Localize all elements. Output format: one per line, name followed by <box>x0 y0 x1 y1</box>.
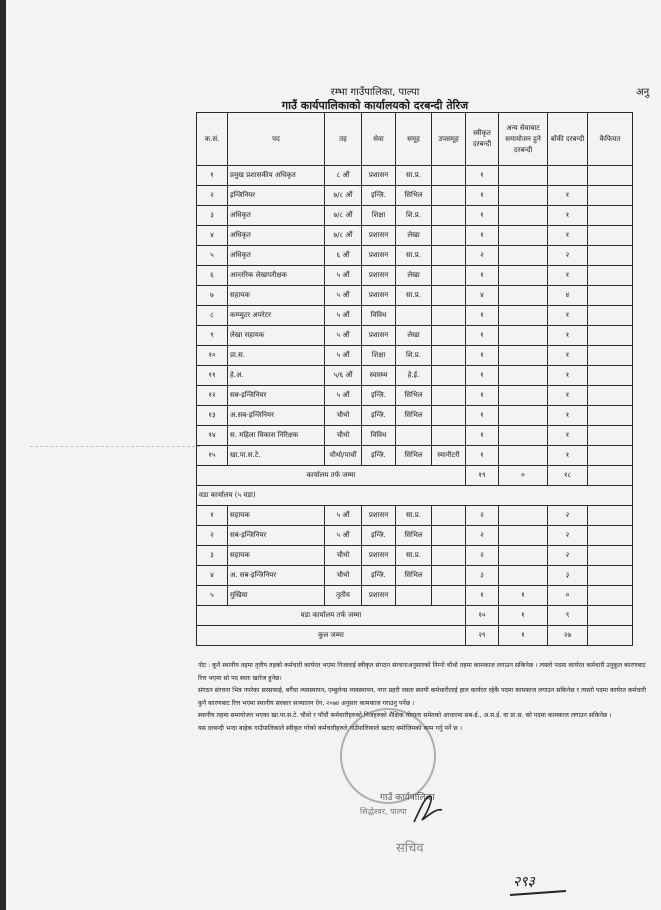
table-cell: १२ <box>197 386 228 406</box>
table-cell <box>499 346 548 366</box>
annex-label: अनु <box>636 87 650 98</box>
table-cell <box>588 406 633 426</box>
table-cell: हे.अ. <box>228 366 325 386</box>
table-cell: ७ <box>197 286 228 306</box>
table-cell: ५ <box>197 246 228 266</box>
table-cell: चौथो <box>325 566 362 586</box>
table-cell: शिक्षा <box>362 346 396 366</box>
table-cell <box>396 306 432 326</box>
table-cell <box>588 186 633 206</box>
table-cell: १ <box>548 226 588 246</box>
table-cell: १ <box>466 226 499 246</box>
table-cell <box>432 186 466 206</box>
table-cell <box>588 246 633 266</box>
table-cell <box>588 346 633 366</box>
table-cell: ७/८ औं <box>325 186 362 206</box>
staff-position-table <box>196 112 633 646</box>
table-cell: प्रशासन <box>362 326 396 346</box>
total-empty <box>588 626 633 646</box>
table-cell: २ <box>548 526 588 546</box>
table-cell <box>588 586 633 606</box>
table-row <box>197 526 633 546</box>
table-cell <box>588 426 633 446</box>
table-cell: प्रशासन <box>362 266 396 286</box>
table-cell: १ <box>548 306 588 326</box>
table-cell: ३ <box>197 206 228 226</box>
table-row <box>197 166 633 186</box>
table-cell <box>499 526 548 546</box>
table-cell <box>499 326 548 346</box>
table-row <box>197 426 633 446</box>
table-cell: प्रशासन <box>362 286 396 306</box>
scan-artifact-line <box>30 446 200 447</box>
column-header: पद <box>228 113 325 166</box>
table-cell <box>432 166 466 186</box>
table-cell: ० <box>548 586 588 606</box>
table-cell: सा.प्र. <box>396 286 432 306</box>
table-cell: १ <box>466 306 499 326</box>
table-cell: १ <box>466 266 499 286</box>
table-cell: सिभिल <box>396 186 432 206</box>
table-cell: सा.प्र. <box>396 546 432 566</box>
table-cell: लेखा <box>396 326 432 346</box>
table-cell: २ <box>466 506 499 526</box>
table-cell: २ <box>548 246 588 266</box>
table-cell <box>432 506 466 526</box>
table-cell: सिभिल <box>396 446 432 466</box>
table-cell: इन्जि. <box>362 566 396 586</box>
column-header: समूह <box>396 113 432 166</box>
table-cell <box>432 206 466 226</box>
table-cell: १ <box>197 166 228 186</box>
table-row <box>197 406 633 426</box>
table-cell <box>432 246 466 266</box>
document-title: गाउँ कार्यपालिकाको कार्यालयको दरबन्दी तेरिज <box>281 99 469 112</box>
table-cell: चौथो <box>325 546 362 566</box>
table-cell: १ <box>548 386 588 406</box>
table-cell <box>588 266 633 286</box>
table-cell <box>588 366 633 386</box>
ward-heading-cell: वडा कार्यालय (५ वडा) <box>197 486 633 506</box>
table-cell: १ <box>466 426 499 446</box>
table-cell: १ <box>548 426 588 446</box>
table-cell <box>499 546 548 566</box>
table-cell <box>588 206 633 226</box>
table-cell: ११ <box>197 366 228 386</box>
table-cell: १ <box>548 346 588 366</box>
page-number: २९३ <box>513 874 535 890</box>
table-cell <box>499 446 548 466</box>
table-cell: लेखा <box>396 266 432 286</box>
table-row <box>197 226 633 246</box>
note-3: स्थानीय तहमा समायोजन भएका खा.पा.स.टे. चौथो र पाँचौं कर्मचारीहरुको निजहरुको शैक्षिक योग्यता समेतको आधारमा सब-ई., अ.स.ई. वा प्रा.स. को पदमा कामकाज लगाउन सकिनेछ । <box>198 712 612 719</box>
table-cell <box>432 406 466 426</box>
table-cell <box>432 586 466 606</box>
table-cell: ८ औं <box>325 166 362 186</box>
table-cell: १४ <box>197 426 228 446</box>
table-cell <box>499 186 548 206</box>
table-cell: विविध <box>362 426 396 446</box>
table-cell: १३ <box>197 406 228 426</box>
table-cell: ५/६ औं <box>325 366 362 386</box>
table-cell: २ <box>548 506 588 526</box>
table-cell <box>588 546 633 566</box>
table-row <box>197 346 633 366</box>
table-row <box>197 266 633 286</box>
table-cell <box>499 566 548 586</box>
table-cell <box>499 266 548 286</box>
table-cell <box>588 326 633 346</box>
table-cell: इन्जि. <box>362 186 396 206</box>
table-cell: १ <box>466 186 499 206</box>
table-cell: १ <box>548 266 588 286</box>
total-label: कार्यालय तर्फ जम्मा <box>197 466 466 486</box>
table-cell: सिभिल <box>396 566 432 586</box>
table-cell: प्रशासन <box>362 546 396 566</box>
total-approved: १९ <box>466 466 499 486</box>
table-cell: १ <box>548 366 588 386</box>
table-cell: ५ औं <box>325 326 362 346</box>
total-label: कुल जम्मा <box>197 626 466 646</box>
table-cell <box>432 346 466 366</box>
table-cell: ४ <box>548 286 588 306</box>
table-row <box>197 306 633 326</box>
ward-section-heading <box>197 486 633 506</box>
ward-total-row <box>197 606 633 626</box>
note-1: नोट : कुनै स्थानीय तहमा तृतीय तहको कर्मचारी कार्यरत भएमा निजलाई स्वीकृत संगठन संरचनाअनुसारको निम्नो चौथो तहमा कामकाज लगाउन सकिनेछ । त्यस्तो पदमा कार्यरत कर्मचारी उनुकुल कारणबाट रित्त भएमा सो पद स्वतः खारेज हुनेछ। <box>198 662 646 682</box>
total-remaining: ९ <box>548 606 588 626</box>
table-cell: सिभिल <box>396 406 432 426</box>
table-cell: ५ <box>197 586 228 606</box>
table-cell: ५ औं <box>325 306 362 326</box>
table-cell: ८ <box>197 306 228 326</box>
table-cell: ९ <box>197 326 228 346</box>
table-cell: चौथो/पाचौं <box>325 446 362 466</box>
table-cell <box>396 586 432 606</box>
table-cell <box>432 266 466 286</box>
total-label: वडा कार्यालय तर्फ जम्मा <box>197 606 466 626</box>
table-cell: १ <box>466 166 499 186</box>
table-cell: ६ <box>197 266 228 286</box>
table-cell <box>499 246 548 266</box>
table-cell: ४ <box>466 286 499 306</box>
table-cell: आन्तरिक लेखापरीक्षक <box>228 266 325 286</box>
table-cell: इन्जि. <box>362 526 396 546</box>
table-cell: सहायक <box>228 286 325 306</box>
table-cell: २ <box>197 186 228 206</box>
table-cell: सा.प्र. <box>396 506 432 526</box>
table-cell <box>499 166 548 186</box>
table-cell: शिक्षा <box>362 206 396 226</box>
table-cell: शि.प्र. <box>396 346 432 366</box>
column-header: तह <box>325 113 362 166</box>
table-cell: १ <box>466 326 499 346</box>
table-cell: सा.प्र. <box>396 166 432 186</box>
table-cell: इन्जि. <box>362 406 396 426</box>
table-cell: प्रशासन <box>362 506 396 526</box>
column-header: क.सं. <box>197 113 228 166</box>
table-cell <box>588 306 633 326</box>
table-cell: सिभिल <box>396 526 432 546</box>
table-row <box>197 366 633 386</box>
table-cell: १ <box>466 586 499 606</box>
table-cell: १५ <box>197 446 228 466</box>
table-cell: इन्जि. <box>362 386 396 406</box>
municipality-name: रम्भा गाउँपालिका, पाल्पा <box>330 87 420 98</box>
table-cell: १ <box>466 346 499 366</box>
table-cell <box>432 326 466 346</box>
seal-label: गाउँ कार्यपालिका <box>380 793 435 803</box>
table-cell: प्रशासन <box>362 246 396 266</box>
table-cell: सब-इन्जिनियर <box>228 386 325 406</box>
table-cell: अ.सब-इन्जिनियर <box>228 406 325 426</box>
table-cell <box>588 226 633 246</box>
table-row <box>197 586 633 606</box>
table-cell: ५ औं <box>325 506 362 526</box>
table-cell: लेखा <box>396 226 432 246</box>
table-cell: ५ औं <box>325 266 362 286</box>
table-cell <box>499 506 548 526</box>
table-cell: चौथो <box>325 406 362 426</box>
table-cell: ३ <box>197 546 228 566</box>
table-cell <box>588 166 633 186</box>
table-cell: २ <box>466 546 499 566</box>
total-adjusted: १ <box>499 626 548 646</box>
table-row <box>197 286 633 306</box>
table-cell <box>432 546 466 566</box>
table-cell: खा.पा.स.टे. <box>228 446 325 466</box>
table-cell <box>499 286 548 306</box>
total-adjusted: १ <box>499 606 548 626</box>
table-cell <box>432 226 466 246</box>
table-cell: स्यानीटरी <box>432 446 466 466</box>
table-cell: स्वास्थ्य <box>362 366 396 386</box>
table-cell: तृतीय <box>325 586 362 606</box>
signature-icon <box>408 790 448 830</box>
table-cell <box>499 206 548 226</box>
table-row <box>197 506 633 526</box>
table-row <box>197 186 633 206</box>
scan-edge <box>0 0 6 910</box>
table-cell: २ <box>197 526 228 546</box>
table-cell: सहायक <box>228 506 325 526</box>
column-header: अन्य सेवाबाट समायोजन हुने दरबन्दी <box>499 113 548 166</box>
table-cell <box>548 166 588 186</box>
table-cell: २ <box>548 546 588 566</box>
table-cell <box>432 306 466 326</box>
total-adjusted: ० <box>499 466 548 486</box>
column-header: बाँकी दरबन्दी <box>548 113 588 166</box>
table-cell: १ <box>548 206 588 226</box>
grand-total-row <box>197 626 633 646</box>
table-cell: १ <box>548 326 588 346</box>
table-cell: १ <box>466 406 499 426</box>
table-cell: इन्जि. <box>362 446 396 466</box>
table-cell: चौथो <box>325 426 362 446</box>
table-cell: ४ <box>197 566 228 586</box>
table-cell: १ <box>548 446 588 466</box>
table-cell: सहायक <box>228 546 325 566</box>
table-cell: ६ औं <box>325 246 362 266</box>
table-cell <box>432 526 466 546</box>
table-cell: ५ औं <box>325 386 362 406</box>
column-header: उपसमूह <box>432 113 466 166</box>
table-cell: ५ औं <box>325 346 362 366</box>
total-approved: २९ <box>466 626 499 646</box>
table-cell <box>588 566 633 586</box>
table-cell: कम्प्युटर अपरेटर <box>228 306 325 326</box>
table-cell: ४ <box>197 226 228 246</box>
table-body <box>197 166 633 646</box>
table-row <box>197 566 633 586</box>
table-cell <box>499 426 548 446</box>
column-header: कैफियत <box>588 113 633 166</box>
column-header: सेवा <box>362 113 396 166</box>
total-remaining: २७ <box>548 626 588 646</box>
table-cell: हे.ई. <box>396 366 432 386</box>
table-cell: ७/८ औं <box>325 206 362 226</box>
total-empty <box>588 606 633 626</box>
table-cell <box>588 446 633 466</box>
table-cell <box>588 526 633 546</box>
table-cell <box>432 386 466 406</box>
table-cell: शि.प्र. <box>396 206 432 226</box>
note-4: यस दरबन्दी भन्दा बाहेक गाउँपालिकाले स्वीकृत गरेको कर्मचारीहरुले गाउँपालिकाले खटाए बमोजिमको काम गर्नु पर्ने छ । <box>198 724 462 732</box>
table-cell <box>499 386 548 406</box>
table-row <box>197 446 633 466</box>
signature-title: सचिव <box>396 841 424 856</box>
table-cell: प्रशासन <box>362 166 396 186</box>
table-cell <box>432 426 466 446</box>
table-cell: ५ औं <box>325 526 362 546</box>
table-cell: स. महिला विकास निरिक्षक <box>228 426 325 446</box>
table-cell: प्रशासन <box>362 226 396 246</box>
table-row <box>197 206 633 226</box>
table-row <box>197 386 633 406</box>
table-cell: १ <box>548 406 588 426</box>
total-approved: १० <box>466 606 499 626</box>
table-cell: १ <box>466 206 499 226</box>
table-cell: २ <box>466 526 499 546</box>
table-cell <box>588 286 633 306</box>
table-cell: ७/८ औं <box>325 226 362 246</box>
office-total-row <box>197 466 633 486</box>
table-row <box>197 246 633 266</box>
column-header: स्वीकृत दरबन्दी <box>466 113 499 166</box>
table-cell: १ <box>499 586 548 606</box>
table-cell <box>499 406 548 426</box>
total-remaining: १८ <box>548 466 588 486</box>
table-cell <box>432 366 466 386</box>
seal-place: सिद्धेश्वर, पाल्पा <box>360 807 407 816</box>
table-cell: १ <box>466 446 499 466</box>
table-cell <box>396 426 432 446</box>
table-cell: प्रमुख प्रशासकीय अधिकृत <box>228 166 325 186</box>
table-cell <box>588 386 633 406</box>
table-header-row <box>197 113 633 166</box>
table-cell: १ <box>197 506 228 526</box>
total-empty <box>588 466 633 486</box>
table-cell <box>499 366 548 386</box>
table-cell: १ <box>466 386 499 406</box>
table-cell: ५ औं <box>325 286 362 306</box>
table-cell: मुखिया <box>228 586 325 606</box>
note-2: संगठन संरचना भित्र नपरेका सरसफाई, बगैंचा व्यवस्थापन, एम्बुलेन्स व्यवस्थापन, नगर प्रहरी जस्ता स्थायी कर्मचारीलाई हाल कार्यरत रहेकै पदमा कामकाज लगाउन सकिनेछ र त्यस्तो पदमा कार्यरत कर्मचारी कुनै कारणबाट रित्त भएमा स्थानीय सरकार सञ्चालन ऐन, २०७४ अनुसार कामकाज गराउनु पर्नेछ । <box>198 687 647 707</box>
table-cell: ३ <box>548 566 588 586</box>
table-cell: १ <box>466 366 499 386</box>
table-cell: सा.प्र. <box>396 246 432 266</box>
table-cell <box>432 566 466 586</box>
table-cell: अधिकृत <box>228 246 325 266</box>
table-cell: २ <box>466 246 499 266</box>
table-cell <box>499 306 548 326</box>
table-cell: १० <box>197 346 228 366</box>
table-cell: ३ <box>466 566 499 586</box>
table-cell: लेखा सहायक <box>228 326 325 346</box>
table-cell: अधिकृत <box>228 226 325 246</box>
table-cell <box>588 506 633 526</box>
table-cell: १ <box>548 186 588 206</box>
table-cell: अधिकृत <box>228 206 325 226</box>
table-cell: इन्जिनियर <box>228 186 325 206</box>
table-cell: विविध <box>362 306 396 326</box>
table-cell <box>432 286 466 306</box>
table-cell <box>499 226 548 246</box>
table-cell: सिभिल <box>396 386 432 406</box>
table-row <box>197 326 633 346</box>
table-cell: प्रा.स. <box>228 346 325 366</box>
table-cell: प्रशासन <box>362 586 396 606</box>
table-cell: अ. सब-इन्जिनियर <box>228 566 325 586</box>
table-cell: सब-इन्जिनियर <box>228 526 325 546</box>
table-row <box>197 546 633 566</box>
